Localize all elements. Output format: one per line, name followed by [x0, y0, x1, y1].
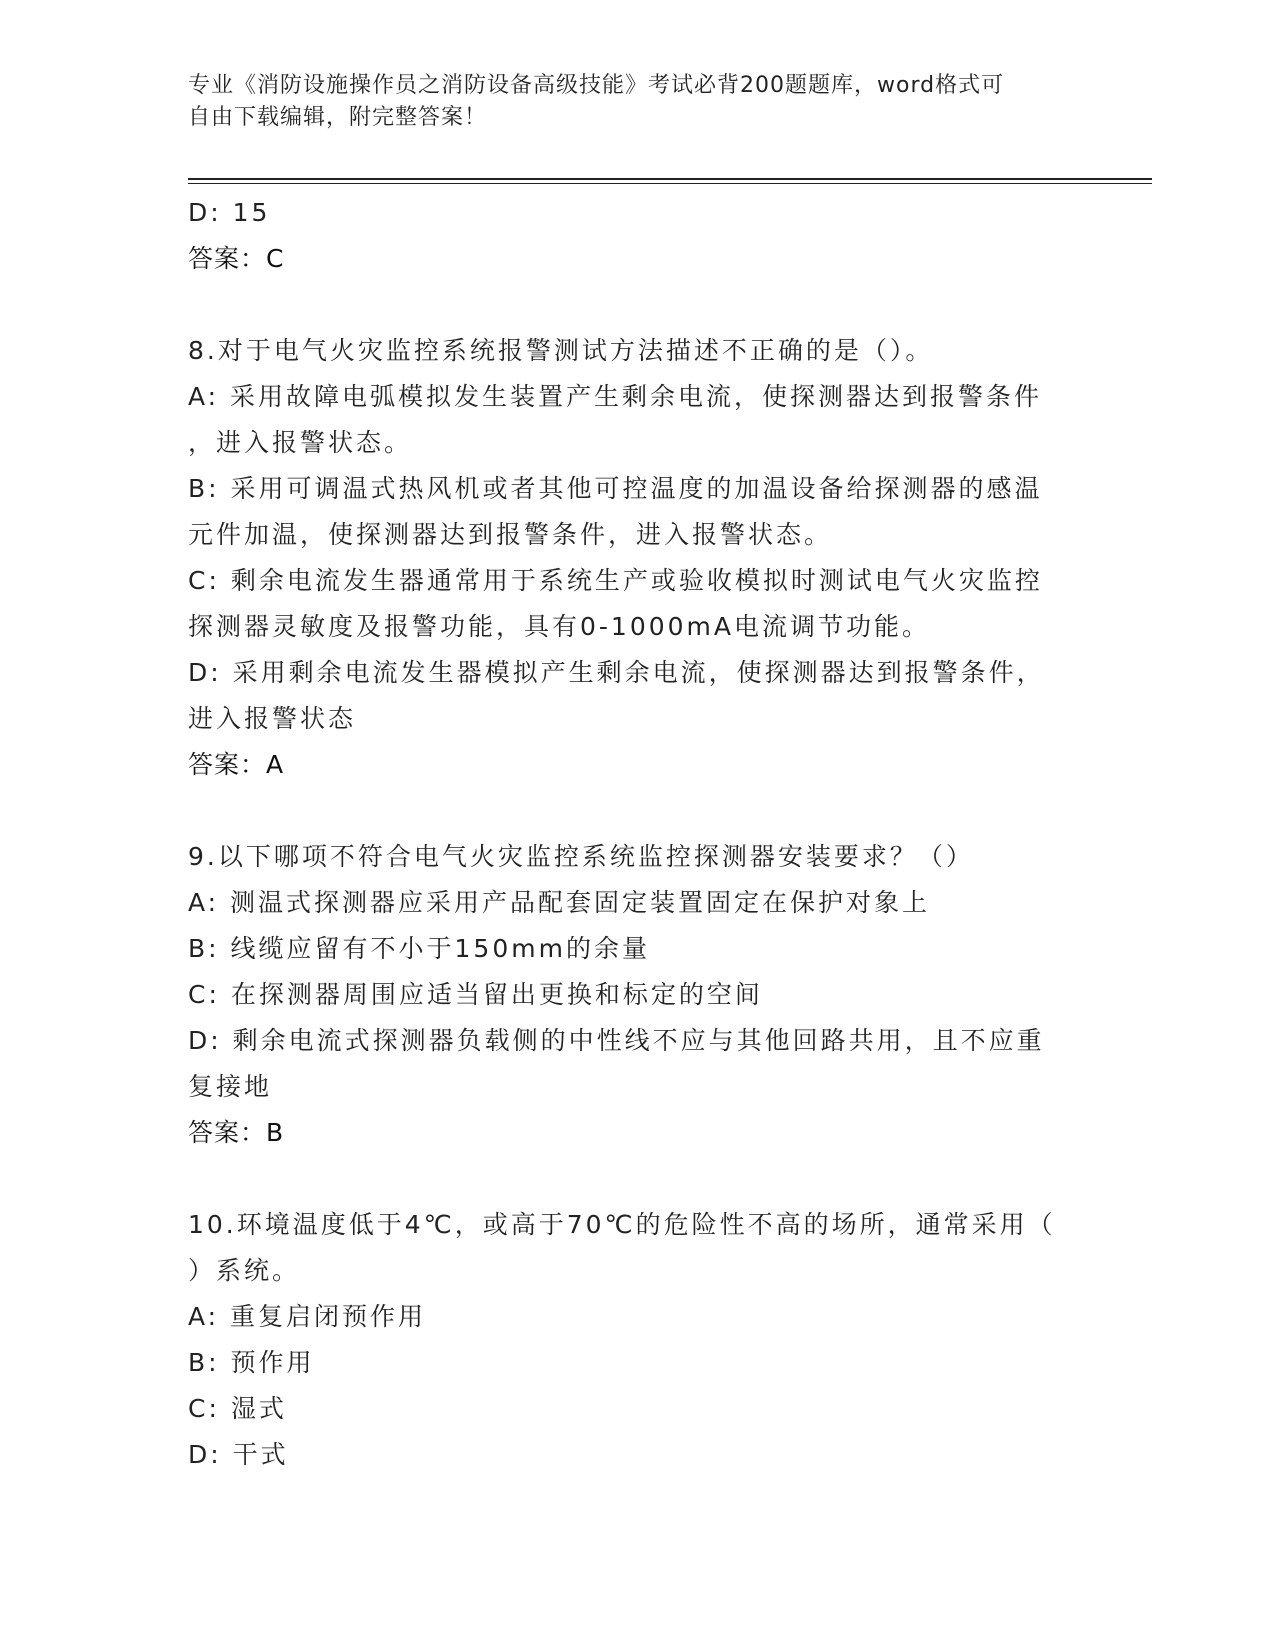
q8-option-c-line-2: 探测器灵敏度及报警功能，具有0-1000mA电流调节功能。 [188, 612, 931, 641]
q9-option-d-line-2: 复接地 [188, 1072, 273, 1101]
q9-answer: 答案：B [188, 1118, 285, 1147]
q10-option-b: B: 预作用 [188, 1348, 315, 1377]
question-9 [188, 834, 1088, 1156]
q8-option-a-line-2: ，进入报警状态。 [188, 428, 413, 457]
q8-answer: 答案：A [188, 750, 285, 779]
q9-option-d-line-1: D: 剩余电流式探测器负载侧的中性线不应与其他回路共用，且不应重 [188, 1026, 1045, 1055]
header-line-2: 自由下载编辑，附完整答案！ [188, 105, 488, 130]
document-header [188, 70, 1068, 134]
q8-option-c-line-1: C: 剩余电流发生器通常用于系统生产或验收模拟时测试电气火灾监控 [188, 566, 1043, 595]
q10-option-d: D: 干式 [188, 1440, 289, 1469]
header-divider-thick [188, 178, 1152, 180]
question-7 [188, 190, 1088, 282]
q8-option-a-line-1: A: 采用故障电弧模拟发生装置产生剩余电流，使探测器达到报警条件 [188, 382, 1043, 411]
q10-option-c: C: 湿式 [188, 1394, 287, 1423]
spacer [188, 788, 1088, 834]
q9-option-b: B: 线缆应留有不小于150mm的余量 [188, 934, 650, 963]
question-8 [188, 328, 1088, 788]
spacer [188, 1156, 1088, 1202]
q8-question: 8.对于电气火灾监控系统报警测试方法描述不正确的是（）。 [188, 336, 934, 365]
header-line-1: 专业《消防设施操作员之消防设备高级技能》考试必背200题题库，word格式可 [188, 73, 1005, 98]
q10-option-a: A: 重复启闭预作用 [188, 1302, 427, 1331]
q8-option-b-line-2: 元件加温，使探测器达到报警条件，进入报警状态。 [188, 520, 833, 549]
q8-option-d-line-2: 进入报警状态 [188, 704, 357, 733]
q7-answer: 答案：C [188, 244, 285, 273]
q10-question-line-1: 10.环境温度低于4℃，或高于70℃的危险性不高的场所，通常采用（ [188, 1210, 1056, 1239]
spacer [188, 282, 1088, 328]
q8-option-d-line-1: D: 采用剩余电流发生器模拟产生剩余电流，使探测器达到报警条件， [188, 658, 1045, 687]
question-list [188, 190, 1088, 1478]
q10-question-line-2: ）系统。 [188, 1256, 301, 1285]
q9-question: 9.以下哪项不符合电气火灾监控系统监控探测器安装要求？（） [188, 842, 974, 871]
q8-option-b-line-1: B: 采用可调温式热风机或者其他可控温度的加温设备给探测器的感温 [188, 474, 1043, 503]
question-10 [188, 1202, 1088, 1478]
q7-option-d: D: 15 [188, 198, 271, 227]
q9-option-c: C: 在探测器周围应适当留出更换和标定的空间 [188, 980, 763, 1009]
header-divider-thin [188, 183, 1152, 184]
q9-option-a: A: 测温式探测器应采用产品配套固定装置固定在保护对象上 [188, 888, 931, 917]
